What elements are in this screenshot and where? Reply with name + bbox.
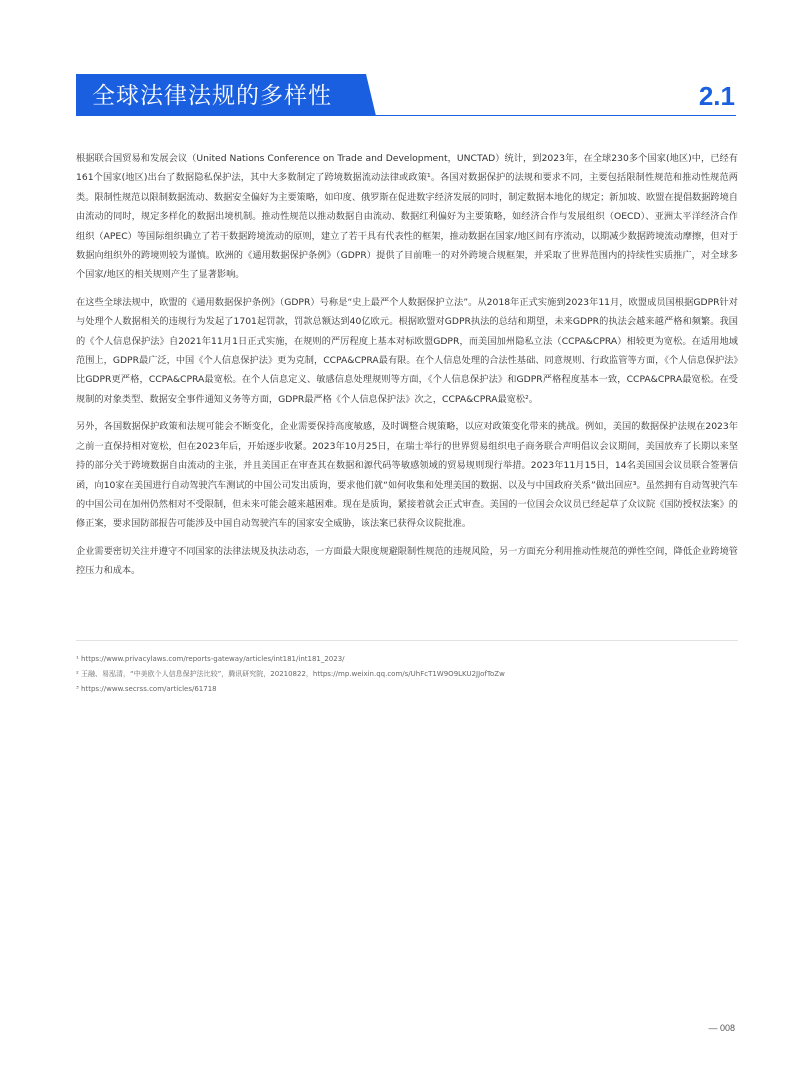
page-number: — 008 [708, 1023, 735, 1033]
body-text [76, 149, 738, 589]
section-title: 全球法律法规的多样性 [92, 83, 332, 109]
footnotes [76, 652, 738, 697]
paragraph-3: 另外，各国数据保护政策和法规可能会不断变化，企业需要保持高度敏感，及时调整合规策略，以应对政策变化带来的挑战。例如，美国的数据保护法规在2023年之前一直保持相对宽松，但在2023年后，开始逐步收紧。2023年10月25日，在瑞士举行的世界贸易组织电子商务联合声明倡议会议期间，美国放弃了长期以来坚持的部分关于跨境数据自由流动的主张，并且美国正在审查其在数据和源代码等敏感领域的贸易规则现行举措。2023年11月15日，14名美国国会议员联合签署信函，向10家在美国进行自动驾驶汽车测试的中国公司发出质询，要求他们就“如何收集和处理美国的数据、以及与中国政府关系”做出回应³。虽然拥有自动驾驶汽车的中国公司在加州仍然相对不受限制，但未来可能会越来越困难。现在是质询，紧接着就会正式审查。美国的一位国会众议员已经起草了众议院《国防授权法案》的修正案，要求国防部报告可能涉及中国自动驾驶汽车的国家安全威胁，该法案已获得众议院批准。 [76, 421, 738, 530]
footnote-2[interactable]: ² 王融、易泓清，“中美欧个人信息保护法比较”，腾讯研究院，20210822，https://mp.weixin.qq.com/s/UhFcT1W9O9LKU2JJofToZw [76, 670, 505, 678]
header-divider [76, 115, 736, 116]
paragraph-2: 在这些全球法规中，欧盟的《通用数据保护条例》（GDPR）号称是“史上最严个人数据保护立法”。从2018年正式实施到2023年11月，欧盟成员国根据GDPR针对与处理个人数据相关的违规行为发起了1701起罚款，罚款总额达到40亿欧元。根据欧盟对GDPR执法的总结和期望，未来GDPR的执法会越来越严格和频繁。我国的《个人信息保护法》自2021年11月1日正式实施，在规则的严厉程度上基本对标欧盟GDPR，而美国加州隐私立法（CCPA&CPRA）相较更为宽松。在适用地域范围上，GDPR最广泛，中国《个人信息保护法》更为克制，CCPA&CPRA最有限。在个人信息处理的合法性基础、同意规则、行政监管等方面，《个人信息保护法》比GDPR更严格，CCPA&CPRA最宽松。在个人信息定义、敏感信息处理规则等方面，《个人信息保护法》和GDPR严格程度基本一致，CCPA&CPRA最宽松。在受规制的对象类型、数据安全事件通知义务等方面，GDPR最严格《个人信息保护法》次之，CCPA&CPRA最宽松²。 [76, 296, 738, 405]
footnote-divider [76, 640, 738, 641]
footnote-1[interactable]: ¹ https://www.privacylaws.com/reports-gateway/articles/int181/int181_2023/ [76, 655, 345, 663]
paragraph-4: 企业需要密切关注并遵守不同国家的法律法规及执法动态，一方面最大限度规避限制性规范的违规风险，另一方面充分利用推动性规范的弹性空间，降低企业跨境管控压力和成本。 [76, 545, 738, 577]
footnote-3[interactable]: ³ https://www.secrss.com/articles/61718 [76, 685, 217, 693]
section-number: 2.1 [698, 81, 735, 111]
paragraph-1: 根据联合国贸易和发展会议（United Nations Conference on Trade and Development，UNCTAD）统计，到2023年，在全球230多个国家(地区)中，已经有161个国家(地区)出台了数据隐私保护法，其中大多数制定了跨境数据流动法律或政策¹。各国对数据保护的法规和要求不同，主要包括限制性规范和推动性规范两类。限制性规范以限制数据流动、数据安全偏好为主要策略，如印度、俄罗斯在促进数字经济发展的同时，制定数据本地化的规定；新加坡、欧盟在提倡数据跨境自由流动的同时，规定多样化的数据出境机制。推动性规范以推动数据自由流动、数据红利偏好为主要策略，如经济合作与发展组织（OECD）、亚洲太平洋经济合作组织（APEC）等国际组织确立了若干数据跨境流动的原则，建立了若干具有代表性的框架，推动数据在国家/地区间有序流动，以期减少数据跨境流动摩擦，但对于数据向组织外的跨境则较为谨慎。欧洲的《通用数据保护条例》（GDPR）提供了目前唯一的对外跨境合规框架，并采取了世界范围内的持续性实质推广，对全球多个国家/地区的相关规则产生了显著影响。 [76, 153, 738, 281]
